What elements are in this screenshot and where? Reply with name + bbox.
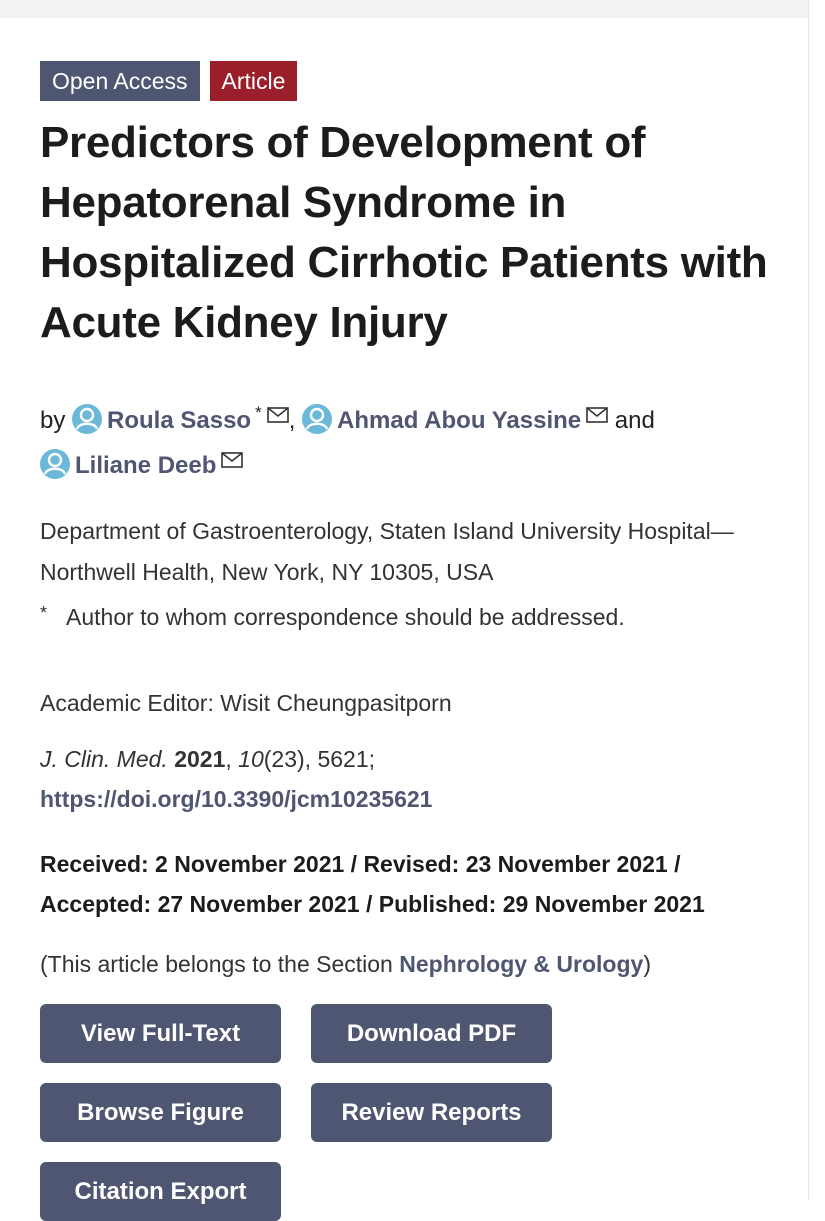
and-label: and [614, 407, 655, 434]
review-reports-button[interactable]: Review Reports [311, 1083, 552, 1142]
author-icon [302, 404, 332, 434]
author-list [40, 393, 800, 486]
citation-article-number: , 5621; [304, 746, 376, 772]
author-name[interactable]: Liliane Deeb [75, 452, 217, 479]
author-icon [72, 404, 102, 434]
article-header [40, 61, 800, 1221]
download-pdf-button[interactable]: Download PDF [311, 1004, 552, 1063]
by-label: by [40, 407, 66, 434]
doi-link[interactable]: https://doi.org/10.3390/jcm10235621 [40, 786, 433, 812]
section-prefix: (This article belongs to the Section [40, 951, 400, 977]
section-note [40, 944, 800, 984]
browse-figure-button[interactable]: Browse Figure [40, 1083, 281, 1142]
citation-year: 2021 [174, 746, 226, 772]
correspondence-note [40, 597, 800, 633]
article-actions [40, 1004, 800, 1221]
citation-issue: (23) [263, 746, 305, 772]
mail-icon[interactable] [267, 396, 289, 412]
author-separator: , [288, 407, 296, 434]
article-type-badge: Article [210, 61, 298, 101]
correspondence-star: * [40, 603, 48, 623]
mail-icon[interactable] [221, 441, 243, 457]
corresponding-marker: * [255, 403, 262, 422]
citation-export-button[interactable]: Citation Export [40, 1162, 281, 1221]
correspondence-text: Author to whom correspondence should be addressed. [66, 604, 625, 630]
article-badges [40, 61, 800, 101]
view-full-text-button[interactable]: View Full-Text [40, 1004, 281, 1063]
author-name[interactable]: Ahmad Abou Yassine [337, 407, 582, 434]
citation: J. Clin. Med. 2021, 10(23), 5621; https://doi.org/10.3390/jcm10235621 [40, 746, 433, 812]
author-ahmad-abou-yassine[interactable] [302, 407, 615, 434]
section-link[interactable]: Nephrology & Urology [399, 951, 644, 977]
academic-editor: Academic Editor: Wisit Cheungpasitporn [40, 690, 452, 716]
journal-name: J. Clin. Med. [40, 746, 168, 772]
citation-volume: 10 [238, 746, 264, 772]
article-title: Predictors of Development of Hepatorenal Syndrome in Hospitalized Cirrhotic Patients with Acute Kidney Injury [40, 118, 768, 347]
author-roula-sasso[interactable] [72, 403, 302, 434]
section-suffix: ) [643, 951, 651, 977]
mail-icon[interactable] [586, 396, 608, 412]
affiliation: Department of Gastroenterology, Staten Island University Hospital—Northwell Health, New York, NY 10305, USA [40, 518, 734, 585]
dates-line-1: Received: 2 November 2021 / Revised: 23 November 2021 / [40, 851, 681, 877]
open-access-badge[interactable]: Open Access [40, 61, 200, 101]
page-edge-divider [808, 0, 809, 1200]
author-name[interactable]: Roula Sasso [107, 407, 252, 434]
publication-dates [40, 844, 800, 924]
author-liliane-deeb[interactable] [40, 452, 243, 479]
dates-line-2: Accepted: 27 November 2021 / Published: 29 November 2021 [40, 891, 705, 917]
author-icon [40, 449, 70, 479]
top-bar [0, 0, 808, 18]
